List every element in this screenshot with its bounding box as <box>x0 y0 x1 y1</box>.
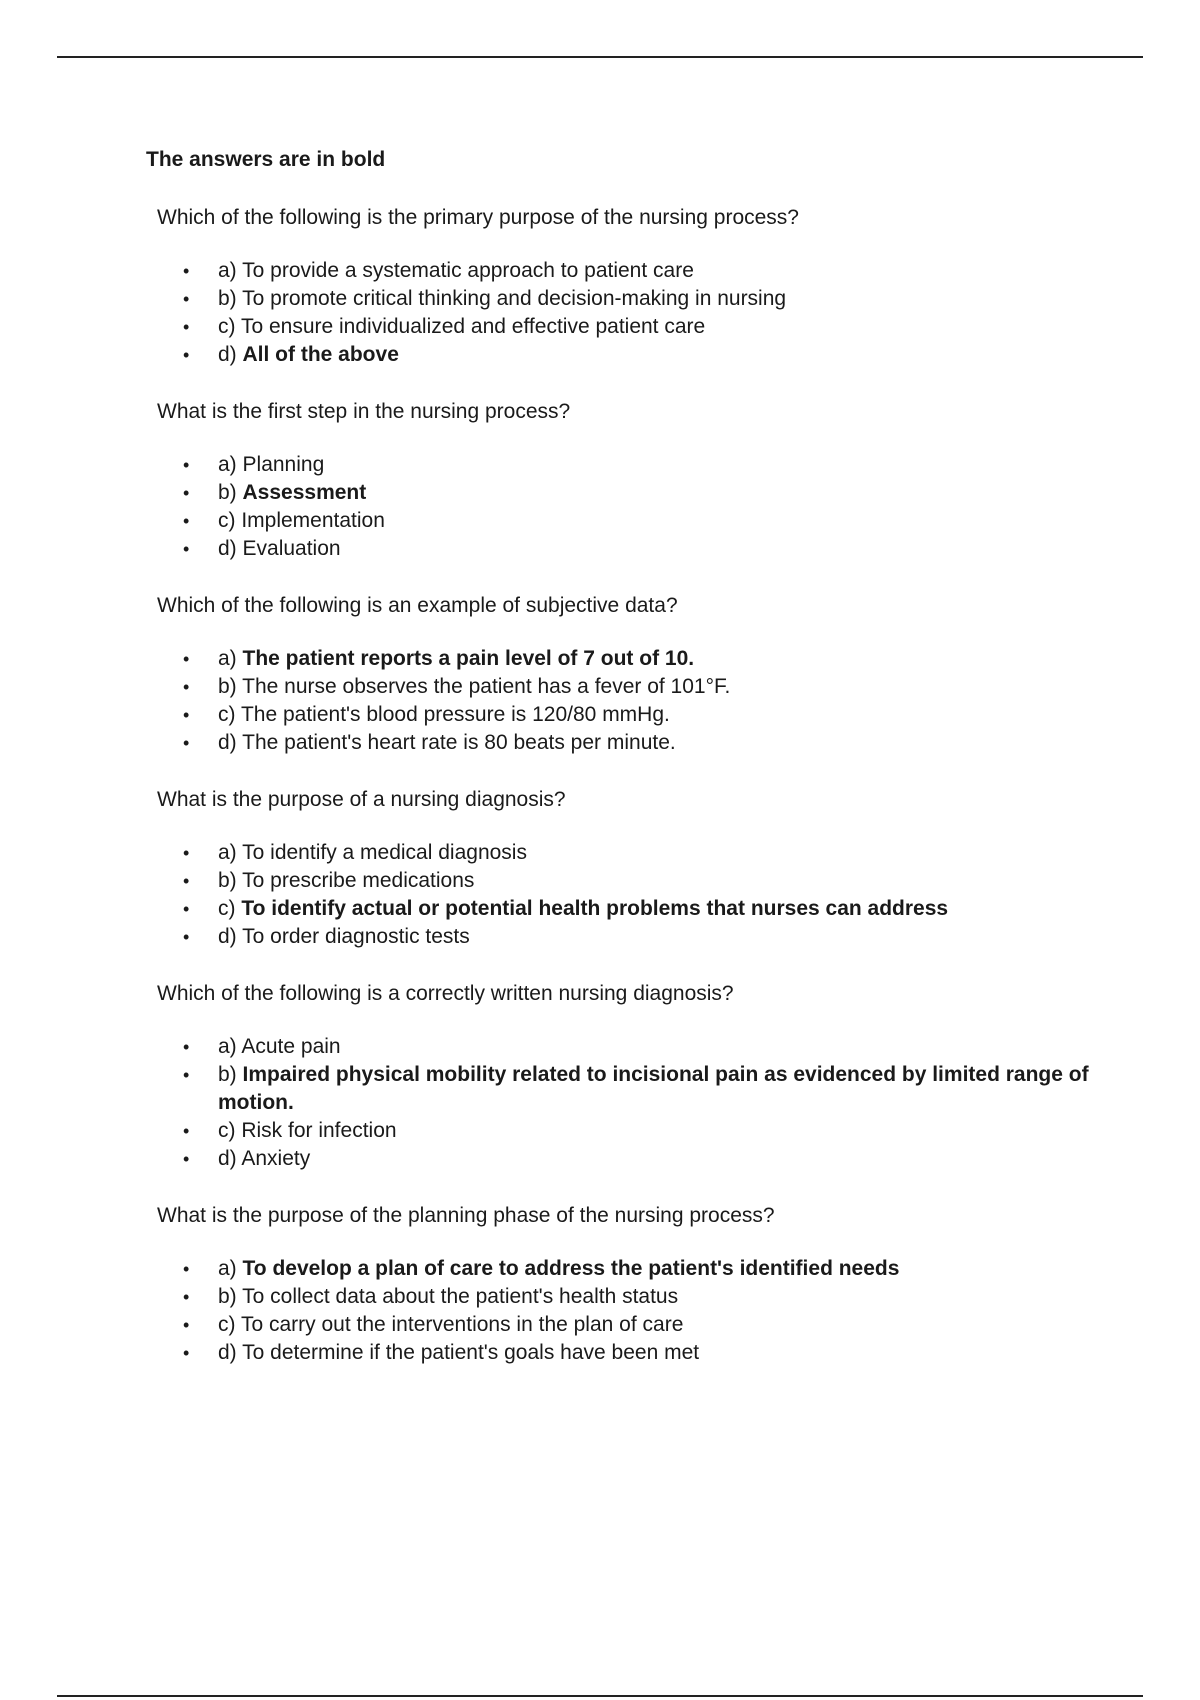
option-text: To collect data about the patient's health status <box>242 1285 679 1308</box>
option-text: To order diagnostic tests <box>242 925 470 948</box>
option-letter: d) <box>218 731 243 754</box>
option-item <box>157 479 1106 507</box>
bullet-icon: • <box>183 511 190 531</box>
option-text: The nurse observes the patient has a fever of 101°F. <box>242 675 731 698</box>
bullet-icon: • <box>183 871 190 891</box>
bullet-icon: • <box>183 1037 190 1057</box>
question-text: What is the purpose of a nursing diagnosis? <box>157 788 566 811</box>
option-item <box>157 535 1106 563</box>
option-item <box>157 451 1106 479</box>
bullet-icon: • <box>183 1149 190 1169</box>
bullet-icon: • <box>183 317 190 337</box>
top-rule <box>57 56 1143 58</box>
option-letter: c) <box>218 315 241 338</box>
question-block <box>146 593 1106 757</box>
bullet-icon: • <box>183 483 190 503</box>
question-block <box>146 787 1106 951</box>
option-letter: c) <box>218 897 242 920</box>
correct-answer-text: To develop a plan of care to address the patient's identified needs <box>242 1257 900 1280</box>
question-block <box>146 981 1106 1173</box>
correct-answer-text: Impaired physical mobility related to incisional pain as evidenced by limited range of motion. <box>218 1063 1089 1114</box>
option-item <box>157 1061 1106 1117</box>
bullet-icon: • <box>183 649 190 669</box>
option-list <box>157 1255 1106 1367</box>
option-text: To prescribe medications <box>242 869 475 892</box>
question-text: What is the purpose of the planning phase of the nursing process? <box>157 1204 775 1227</box>
option-letter: d) <box>218 1147 242 1170</box>
bullet-icon: • <box>183 289 190 309</box>
document-body <box>146 147 1106 1397</box>
bullet-icon: • <box>183 927 190 947</box>
option-letter: c) <box>218 703 241 726</box>
option-text: To carry out the interventions in the plan of care <box>240 1313 684 1336</box>
option-item <box>157 1283 1106 1311</box>
bullet-icon: • <box>183 843 190 863</box>
option-list <box>157 451 1106 563</box>
option-text: To determine if the patient's goals have been met <box>242 1341 700 1364</box>
question-text: What is the first step in the nursing process? <box>157 400 571 423</box>
option-item <box>157 257 1106 285</box>
option-item <box>157 313 1106 341</box>
option-item <box>157 507 1106 535</box>
bullet-icon: • <box>183 705 190 725</box>
option-letter: b) <box>218 481 243 504</box>
option-text: To promote critical thinking and decision-making in nursing <box>242 287 787 310</box>
option-item <box>157 1311 1106 1339</box>
option-letter: c) <box>218 509 242 532</box>
bullet-icon: • <box>183 1287 190 1307</box>
option-item <box>157 1145 1106 1173</box>
option-list <box>157 1033 1106 1173</box>
option-letter: a) <box>218 259 243 282</box>
question-block <box>146 1203 1106 1367</box>
option-text: Implementation <box>241 509 385 532</box>
option-list <box>157 839 1106 951</box>
option-text: Risk for infection <box>241 1119 397 1142</box>
option-item <box>157 839 1106 867</box>
option-letter: d) <box>218 1341 243 1364</box>
option-text: Anxiety <box>241 1147 311 1170</box>
option-text: Planning <box>242 453 325 476</box>
option-item <box>157 1339 1106 1367</box>
correct-answer-text: The patient reports a pain level of 7 out of 10. <box>242 647 695 670</box>
option-item <box>157 673 1106 701</box>
question-text: Which of the following is the primary purpose of the nursing process? <box>157 206 799 229</box>
option-letter: b) <box>218 287 243 310</box>
option-letter: c) <box>218 1313 241 1336</box>
question-text: Which of the following is an example of subjective data? <box>157 594 678 617</box>
option-item <box>157 867 1106 895</box>
option-letter: d) <box>218 343 243 366</box>
correct-answer-text: To identify actual or potential health problems that nurses can address <box>241 897 949 920</box>
option-item <box>157 341 1106 369</box>
option-text: The patient's heart rate is 80 beats per minute. <box>242 731 676 754</box>
bullet-icon: • <box>183 345 190 365</box>
option-text: To identify a medical diagnosis <box>242 841 527 864</box>
option-letter: c) <box>218 1119 242 1142</box>
option-list <box>157 257 1106 369</box>
option-letter: d) <box>218 537 243 560</box>
bullet-icon: • <box>183 733 190 753</box>
option-letter: a) <box>218 1035 242 1058</box>
option-letter: b) <box>218 1063 243 1086</box>
option-item <box>157 895 1106 923</box>
option-item <box>157 923 1106 951</box>
question-block <box>146 399 1106 563</box>
option-text: To provide a systematic approach to patient care <box>242 259 694 282</box>
option-text: To ensure individualized and effective patient care <box>240 315 706 338</box>
bullet-icon: • <box>183 1121 190 1141</box>
question-block <box>146 205 1106 369</box>
option-letter: a) <box>218 453 243 476</box>
bullet-icon: • <box>183 261 190 281</box>
question-list <box>146 205 1106 1367</box>
option-item <box>157 1117 1106 1145</box>
option-letter: a) <box>218 841 243 864</box>
bullet-icon: • <box>183 899 190 919</box>
option-letter: a) <box>218 647 243 670</box>
bullet-icon: • <box>183 1259 190 1279</box>
option-item <box>157 701 1106 729</box>
option-list <box>157 645 1106 757</box>
option-text: Evaluation <box>242 537 341 560</box>
option-item <box>157 729 1106 757</box>
correct-answer-text: Assessment <box>242 481 367 504</box>
correct-answer-text: All of the above <box>242 343 399 366</box>
bottom-rule <box>57 1695 1143 1697</box>
option-letter: b) <box>218 869 243 892</box>
bullet-icon: • <box>183 1065 190 1085</box>
option-letter: b) <box>218 675 243 698</box>
question-text: Which of the following is a correctly written nursing diagnosis? <box>157 982 734 1005</box>
option-letter: b) <box>218 1285 243 1308</box>
bullet-icon: • <box>183 677 190 697</box>
bullet-icon: • <box>183 1315 190 1335</box>
option-text: The patient's blood pressure is 120/80 mmHg. <box>240 703 670 726</box>
option-letter: a) <box>218 1257 243 1280</box>
option-item <box>157 645 1106 673</box>
option-text: Acute pain <box>241 1035 341 1058</box>
option-letter: d) <box>218 925 243 948</box>
option-item <box>157 1033 1106 1061</box>
bullet-icon: • <box>183 539 190 559</box>
page-heading: The answers are in bold <box>146 148 386 171</box>
option-item <box>157 285 1106 313</box>
bullet-icon: • <box>183 1343 190 1363</box>
option-item <box>157 1255 1106 1283</box>
bullet-icon: • <box>183 455 190 475</box>
